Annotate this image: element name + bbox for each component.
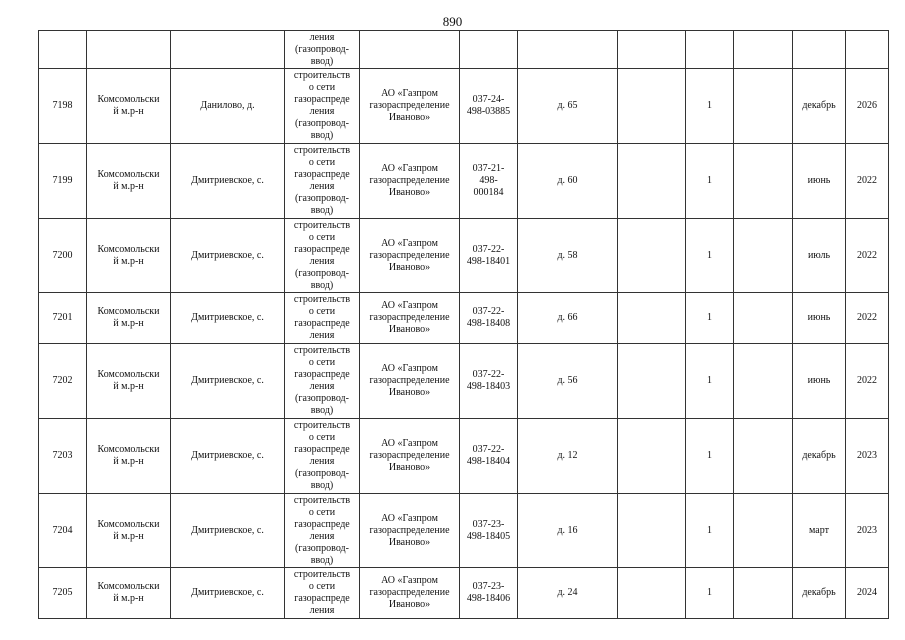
cell-district	[87, 31, 171, 69]
table-row-continuation	[39, 31, 889, 69]
cell-settlement: Дмитриевское, с.	[171, 344, 285, 419]
cell-month: июнь	[793, 344, 846, 419]
table-row	[39, 419, 889, 494]
cell-house: д. 24	[518, 568, 618, 619]
cell-district: Комсомольски й м.р-н	[87, 219, 171, 293]
cell-col10	[734, 568, 793, 619]
cell-settlement: Дмитриевское, с.	[171, 219, 285, 293]
cell-house: д. 58	[518, 219, 618, 293]
cell-org: АО «Газпром газораспределение Иваново»	[360, 494, 460, 568]
cell-house: д. 16	[518, 494, 618, 568]
cell-code: 037-22- 498-18404	[460, 419, 518, 494]
cell-col10	[734, 494, 793, 568]
cell-month: декабрь	[793, 568, 846, 619]
cell-year: 2022	[846, 293, 889, 344]
table-row	[39, 69, 889, 144]
cell-org: АО «Газпром газораспределение Иваново»	[360, 144, 460, 219]
cell-qty: 1	[686, 293, 734, 344]
cell-num: 7200	[39, 219, 87, 293]
cell-month: июнь	[793, 144, 846, 219]
cell-work: строительств о сети газораспреде ления (газопровод- ввод)	[285, 144, 360, 219]
cell-work: строительств о сети газораспреде ления (газопровод- ввод)	[285, 419, 360, 494]
cell-district: Комсомольски й м.р-н	[87, 69, 171, 144]
cell-district: Комсомольски й м.р-н	[87, 293, 171, 344]
cell-col8	[618, 144, 686, 219]
table-row	[39, 344, 889, 419]
cell-num: 7199	[39, 144, 87, 219]
cell-col10	[734, 419, 793, 494]
cell-qty: 1	[686, 69, 734, 144]
cell-work: строительств о сети газораспреде ления (газопровод- ввод)	[285, 69, 360, 144]
table-row	[39, 144, 889, 219]
cell-code: 037-22- 498-18401	[460, 219, 518, 293]
cell-house: д. 12	[518, 419, 618, 494]
cell-work: строительств о сети газораспреде ления (газопровод- ввод)	[285, 219, 360, 293]
table-row	[39, 293, 889, 344]
cell-col8	[618, 344, 686, 419]
cell-house: д. 65	[518, 69, 618, 144]
cell-code: 037-23- 498-18405	[460, 494, 518, 568]
cell-code: 037-21- 498- 000184	[460, 144, 518, 219]
cell-settlement: Дмитриевское, с.	[171, 419, 285, 494]
cell-num: 7202	[39, 344, 87, 419]
cell-qty: 1	[686, 344, 734, 419]
cell-month: декабрь	[793, 69, 846, 144]
cell-col10	[734, 144, 793, 219]
cell-col10	[734, 293, 793, 344]
gasification-table	[38, 30, 889, 619]
cell-district: Комсомольски й м.р-н	[87, 419, 171, 494]
cell-org: АО «Газпром газораспределение Иваново»	[360, 568, 460, 619]
cell-district: Комсомольски й м.р-н	[87, 494, 171, 568]
table-body	[39, 31, 889, 619]
cell-year: 2024	[846, 568, 889, 619]
cell-col8	[618, 293, 686, 344]
cell-month: март	[793, 494, 846, 568]
cell-month: декабрь	[793, 419, 846, 494]
cell-org	[360, 31, 460, 69]
cell-col8	[618, 219, 686, 293]
cell-year: 2022	[846, 219, 889, 293]
cell-col8	[618, 31, 686, 69]
cell-code: 037-24- 498-03885	[460, 69, 518, 144]
cell-work: строительств о сети газораспреде ления (газопровод- ввод)	[285, 494, 360, 568]
cell-num: 7203	[39, 419, 87, 494]
cell-year: 2023	[846, 419, 889, 494]
cell-settlement: Дмитриевское, с.	[171, 293, 285, 344]
cell-district: Комсомольски й м.р-н	[87, 344, 171, 419]
cell-col10	[734, 219, 793, 293]
cell-col8	[618, 419, 686, 494]
cell-house: д. 66	[518, 293, 618, 344]
cell-district: Комсомольски й м.р-н	[87, 144, 171, 219]
table-row	[39, 494, 889, 568]
cell-code: 037-22- 498-18408	[460, 293, 518, 344]
cell-num: 7201	[39, 293, 87, 344]
cell-settlement: Дмитриевское, с.	[171, 144, 285, 219]
cell-work: строительств о сети газораспреде ления	[285, 293, 360, 344]
cell-work: строительств о сети газораспреде ления	[285, 568, 360, 619]
cell-year: 2023	[846, 494, 889, 568]
table-row	[39, 568, 889, 619]
cell-settlement: Дмитриевское, с.	[171, 568, 285, 619]
cell-org: АО «Газпром газораспределение Иваново»	[360, 69, 460, 144]
cell-house	[518, 31, 618, 69]
cell-qty: 1	[686, 494, 734, 568]
cell-month	[793, 31, 846, 69]
cell-code: 037-22- 498-18403	[460, 344, 518, 419]
cell-qty: 1	[686, 219, 734, 293]
cell-year	[846, 31, 889, 69]
cell-col10	[734, 69, 793, 144]
cell-org: АО «Газпром газораспределение Иваново»	[360, 344, 460, 419]
cell-org: АО «Газпром газораспределение Иваново»	[360, 419, 460, 494]
cell-qty: 1	[686, 568, 734, 619]
cell-settlement: Дмитриевское, с.	[171, 494, 285, 568]
table-row	[39, 219, 889, 293]
cell-settlement: Данилово, д.	[171, 69, 285, 144]
cell-col10	[734, 344, 793, 419]
cell-num	[39, 31, 87, 69]
cell-org: АО «Газпром газораспределение Иваново»	[360, 219, 460, 293]
cell-house: д. 60	[518, 144, 618, 219]
page-number: 890	[442, 14, 463, 29]
cell-settlement	[171, 31, 285, 69]
cell-year: 2026	[846, 69, 889, 144]
cell-year: 2022	[846, 144, 889, 219]
cell-month: июль	[793, 219, 846, 293]
cell-col8	[618, 69, 686, 144]
cell-col8	[618, 494, 686, 568]
cell-col10	[734, 31, 793, 69]
cell-year: 2022	[846, 344, 889, 419]
cell-num: 7205	[39, 568, 87, 619]
cell-work: ления (газопровод- ввод)	[285, 31, 360, 69]
cell-month: июнь	[793, 293, 846, 344]
cell-qty: 1	[686, 419, 734, 494]
cell-num: 7204	[39, 494, 87, 568]
cell-qty: 1	[686, 144, 734, 219]
cell-work: строительств о сети газораспреде ления (газопровод- ввод)	[285, 344, 360, 419]
cell-house: д. 56	[518, 344, 618, 419]
cell-code	[460, 31, 518, 69]
cell-code: 037-23- 498-18406	[460, 568, 518, 619]
cell-org: АО «Газпром газораспределение Иваново»	[360, 293, 460, 344]
cell-qty	[686, 31, 734, 69]
cell-col8	[618, 568, 686, 619]
cell-num: 7198	[39, 69, 87, 144]
cell-district: Комсомольски й м.р-н	[87, 568, 171, 619]
